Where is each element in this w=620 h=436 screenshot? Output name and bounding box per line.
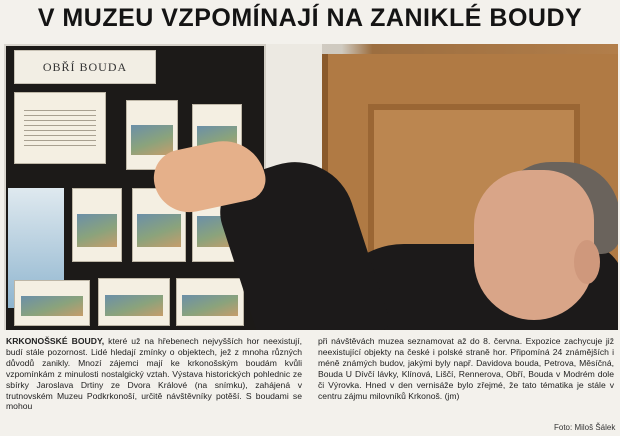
postcard	[72, 188, 122, 262]
article-text-left: které už na hřebenech nejvyšších hor neexistují, budí stále pozornost. Lidé hledají zmínky o objektech, jež z mnoha různých důvodů zanikly. Mnozí zájemci mají ke krkonošským boudám kvůli vzpomínkám z minulosti nostalgický vztah. Výstava historických pohlednic ze sbírky Jaroslava Drtiny ze Dvora Králové (na snímku), zahájená v trutnovském Muzeu Podkrkonoší, určitě návštěvníky potěší. S boudami se mohou	[6, 336, 302, 412]
photo-credit: Foto: Miloš Šálek	[554, 423, 616, 432]
article-lead: KRKONOŠSKÉ BOUDY,	[6, 336, 105, 346]
case-header-sign: OBŘÍ BOUDA	[14, 50, 156, 84]
article-text-right: při návštěvách muzea seznamovat až do 8. června. Expozice zachycuje již neexistující objekty na české i polské straně hor. Připomíná 24 známějších i méně známých budov, jakými byly např. Davidova bouda, Petrova, Měsíčná, Bouda U Dívčí lávky, Klínová, Liščí, Rennerova, Obří, Bouda v Modrém dole či Výrovka. Hned v den vernisáže bylo zřejmé, že tato tématika je stále v centru zájmu milovníků Krkonoš. (jm)	[318, 336, 614, 401]
postcard	[14, 280, 90, 326]
headline: V MUZEU VZPOMÍNAJÍ NA ZANIKLÉ BOUDY	[37, 4, 583, 32]
postcard	[176, 278, 244, 326]
postcard	[14, 92, 106, 164]
news-photo	[4, 44, 618, 330]
article-column-right	[318, 336, 614, 401]
man-face	[474, 170, 594, 320]
article-column-left	[6, 336, 302, 412]
man-ear	[574, 240, 600, 284]
postcard	[98, 278, 170, 326]
